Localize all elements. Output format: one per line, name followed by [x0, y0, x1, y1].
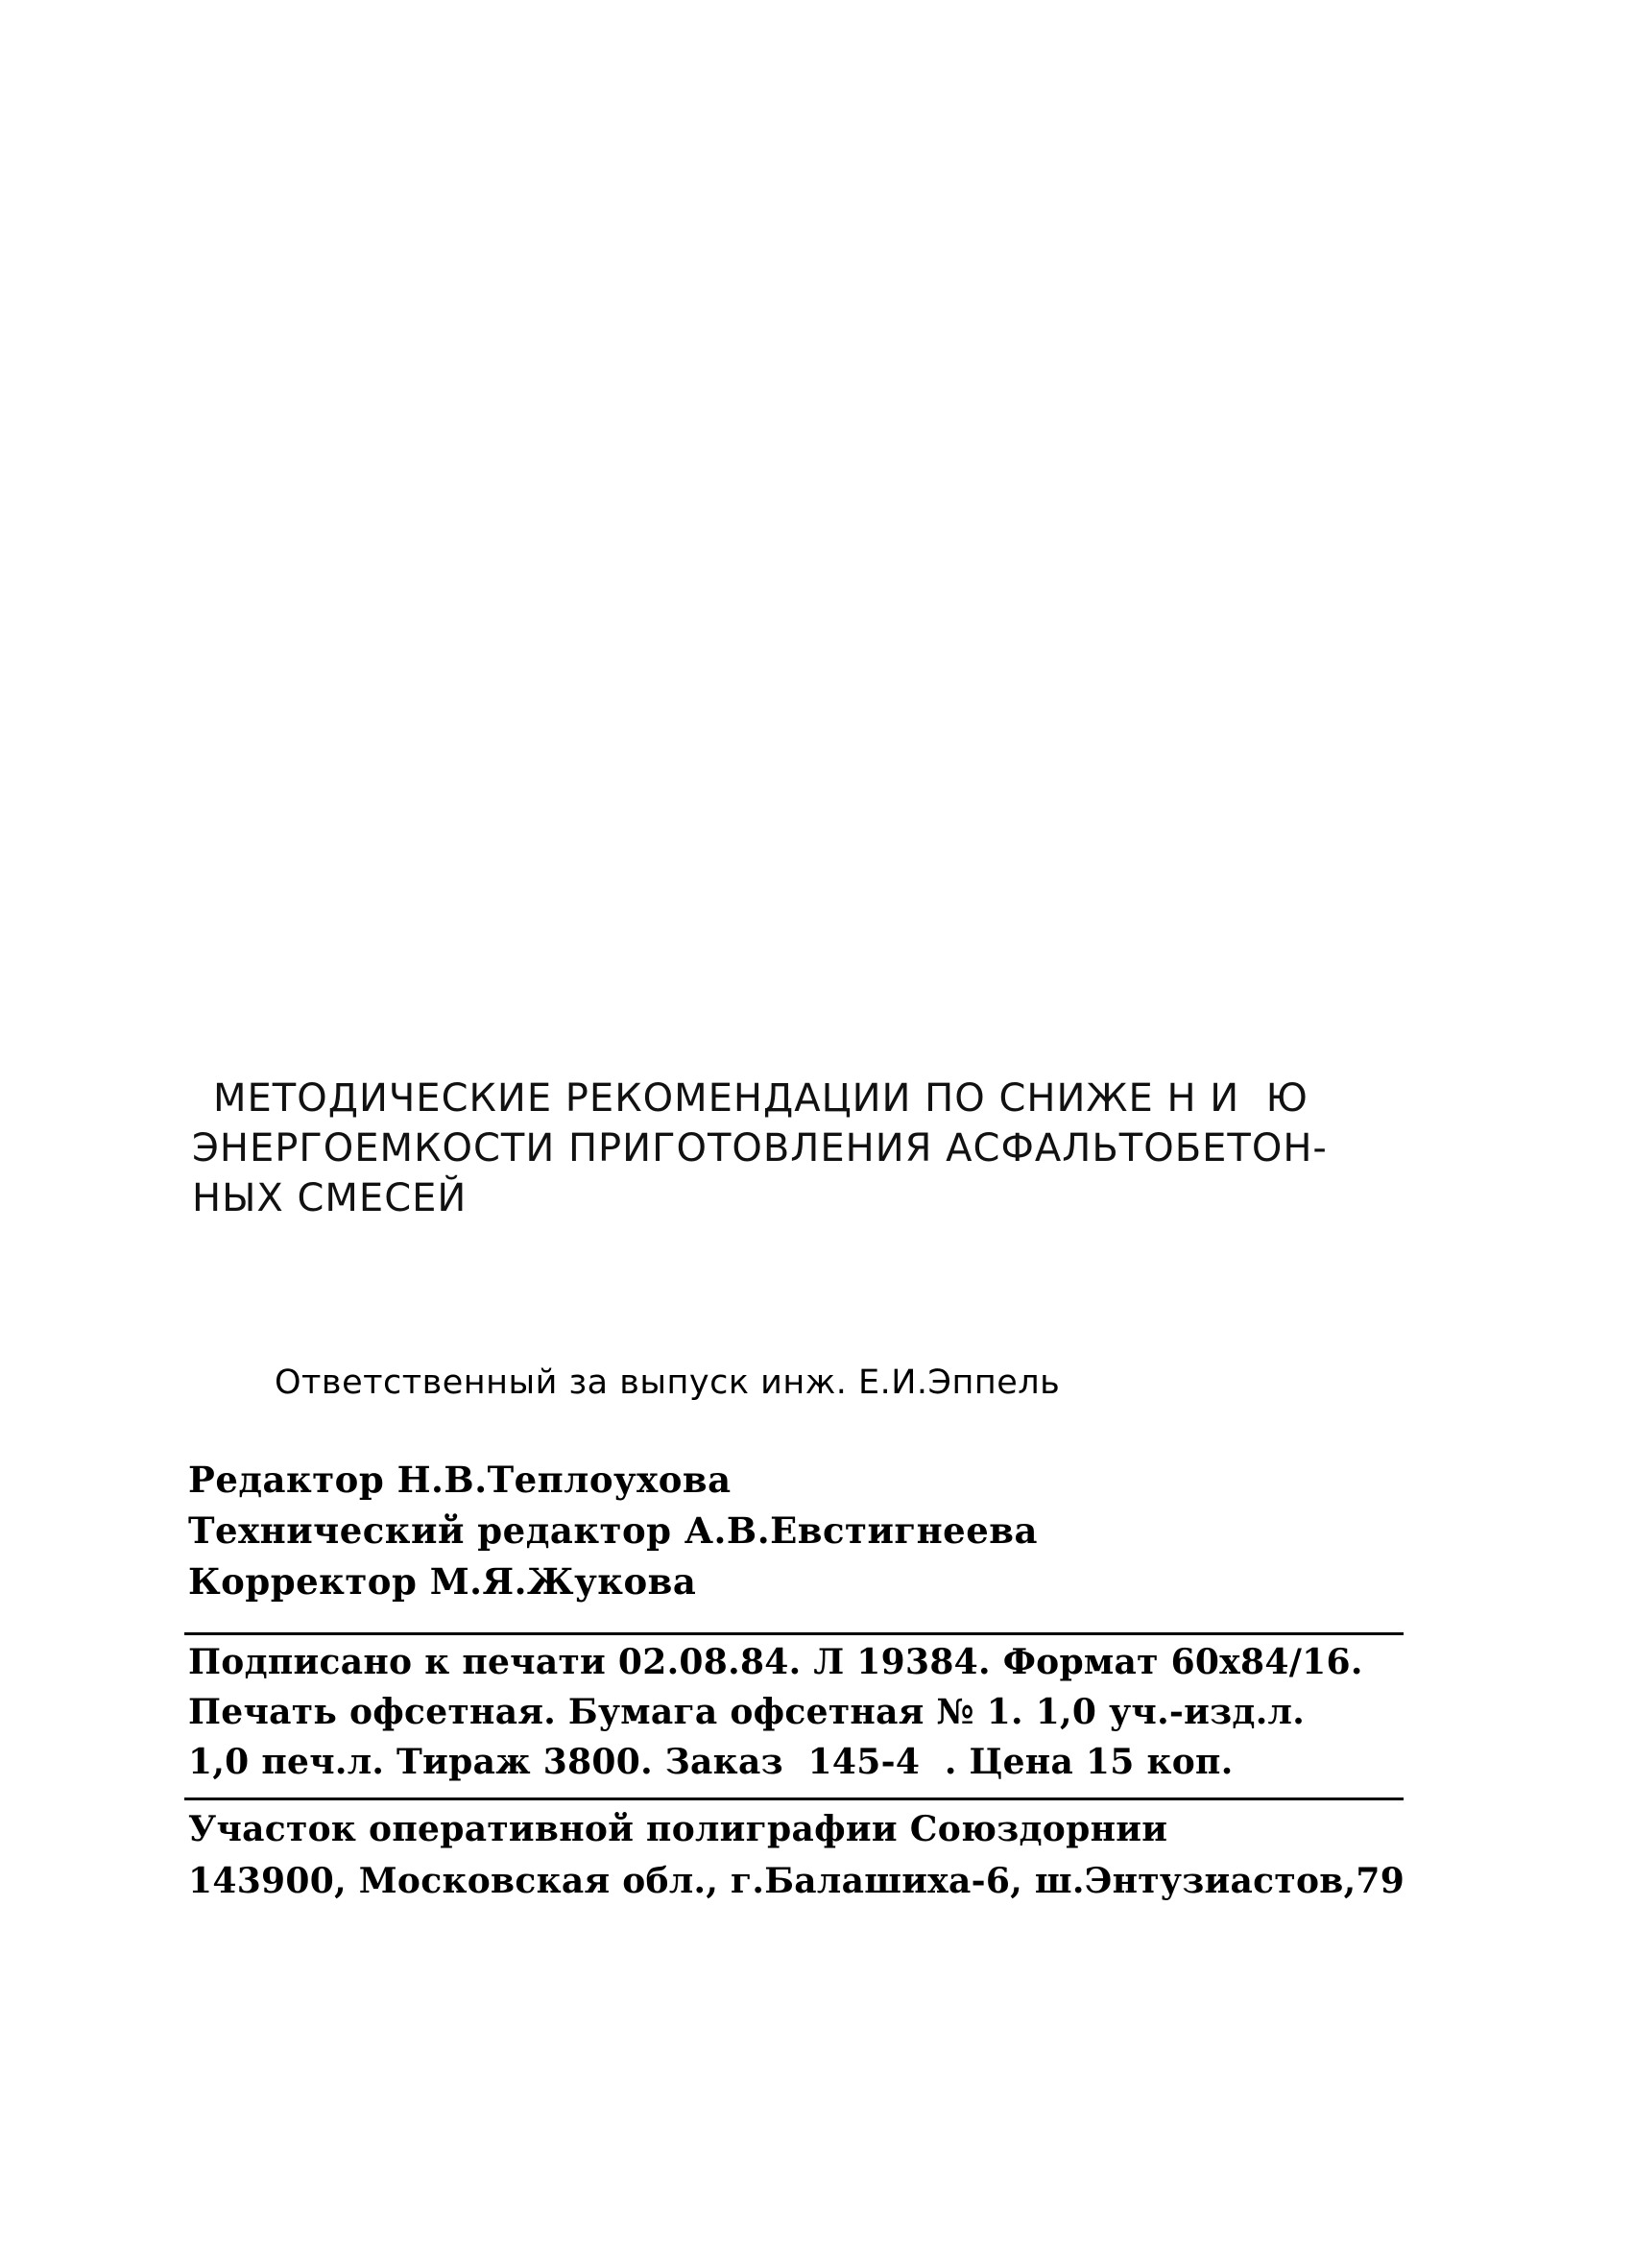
imprint-line-2: Печать офсетная. Бумага офсетная № 1. 1,0 уч.-изд.л.	[188, 1692, 1306, 1732]
divider-top	[184, 1632, 1404, 1635]
document-title	[192, 1074, 1440, 1223]
editor-credit: Редактор Н.В.Теплоухова	[188, 1459, 732, 1501]
responsible-person: Ответственный за выпуск инж. Е.И.Эппель	[275, 1363, 1061, 1402]
title-line-3: НЫХ СМЕСЕЙ	[192, 1176, 468, 1220]
printer-name: Участок оперативной полиграфии Союздорнии	[188, 1809, 1168, 1849]
imprint-line-3: 1,0 печ.л. Тираж 3800. Заказ 145-4 . Цена 15 коп.	[188, 1742, 1234, 1782]
proofreader-credit: Корректор М.Я.Жукова	[188, 1560, 697, 1603]
editorial-credits	[188, 1455, 1038, 1607]
imprint-line-1: Подписано к печати 02.08.84. Л 19384. Формат 60х84/16.	[188, 1642, 1363, 1682]
printer-info	[188, 1803, 1405, 1907]
title-line-2: ЭНЕРГОЕМКОСТИ ПРИГОТОВЛЕНИЯ АСФАЛЬТОБЕТОН-	[192, 1126, 1328, 1170]
technical-editor-credit: Технический редактор А.В.Евстигнеева	[188, 1509, 1038, 1552]
print-imprint	[188, 1637, 1363, 1787]
title-line-1: МЕТОДИЧЕСКИЕ РЕКОМЕНДАЦИИ ПО СНИЖЕ Н И Ю	[213, 1076, 1309, 1121]
divider-bottom	[184, 1798, 1404, 1800]
printer-address: 143900, Московская обл., г.Балашиха-6, ш.Энтузиастов,79	[188, 1861, 1405, 1901]
